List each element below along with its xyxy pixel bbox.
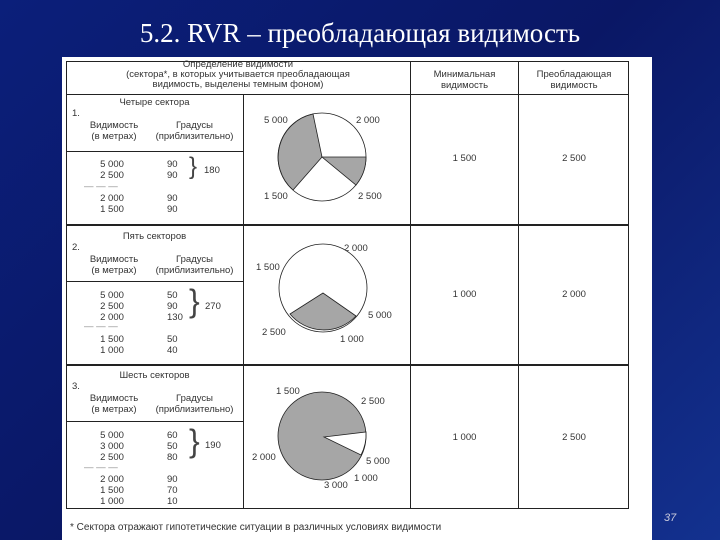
pie-label: 1 000 (340, 334, 364, 345)
footnote: * Сектора отражают гипотетические ситуации в различных условиях видимости (70, 522, 442, 533)
col-degrees-header: Градусы (приблизительно) (155, 120, 234, 142)
deg-value: 90 (167, 159, 178, 170)
deg-value: 10 (167, 496, 178, 507)
col-visibility-header: Видимость (в метрах) (89, 254, 139, 276)
pie-six-sectors (278, 392, 366, 480)
vis-value: 2 500 (100, 170, 124, 181)
pie-label: 1 500 (276, 386, 300, 397)
deg-value: 90 (167, 301, 178, 312)
vis-value: 5 000 (100, 430, 124, 441)
vis-value: 1 500 (100, 485, 124, 496)
pie-label: 2 500 (358, 191, 382, 202)
row-number: 1. (72, 108, 80, 119)
vis-value: 1 500 (100, 204, 124, 215)
row-name: Пять секторов (122, 231, 187, 242)
vis-value: 5 000 (100, 159, 124, 170)
deg-value: 90 (167, 170, 178, 181)
col-degrees-header: Градусы (приблизительно) (155, 254, 234, 276)
vis-value: 2 000 (100, 193, 124, 204)
header-definition: Определение видимости (сектора*, в которых учитывается преобладающая видимость, выделены темным фоном) (126, 59, 350, 90)
pie-label: 1 500 (264, 191, 288, 202)
vis-value: 2 500 (100, 452, 124, 463)
min-visibility-value: 1 500 (452, 153, 477, 164)
row-number: 3. (72, 381, 80, 392)
vis-value: 1 000 (100, 496, 124, 507)
col-degrees-header: Градусы (приблизительно) (155, 393, 234, 415)
prevailing-visibility-value: 2 000 (562, 289, 586, 300)
vis-value: 2 500 (100, 301, 124, 312)
pie-label: 2 000 (252, 452, 276, 463)
row-name: Шесть секторов (119, 370, 190, 381)
pie-label: 2 500 (262, 327, 286, 338)
pie-label: 5 000 (264, 115, 288, 126)
header-prevailing-visibility: Преобладающая видимость (536, 69, 612, 91)
col-visibility-header: Видимость (в метрах) (89, 120, 139, 142)
row-name: Четыре сектора (119, 97, 190, 108)
pie-label: 5 000 (368, 310, 392, 321)
sum-value: 180 (204, 165, 220, 176)
deg-value: 50 (167, 334, 178, 345)
sector-diagrams (62, 57, 652, 540)
header-min-visibility: Минимальная видимость (433, 69, 496, 91)
sum-value: 190 (205, 440, 221, 451)
pie-label: 5 000 (366, 456, 390, 467)
deg-value: 50 (167, 441, 178, 452)
deg-value: 40 (167, 345, 178, 356)
pie-four-sectors (278, 113, 366, 201)
vis-value: 1 500 (100, 334, 124, 345)
col-visibility-header: Видимость (в метрах) (89, 393, 139, 415)
pie-label: 1 500 (256, 262, 280, 273)
deg-value: 90 (167, 204, 178, 215)
pie-label: 1 000 (354, 473, 378, 484)
prevailing-visibility-value: 2 500 (562, 432, 586, 443)
pie-label: 2 000 (344, 243, 368, 254)
deg-value: 60 (167, 430, 178, 441)
pie-label: 3 000 (324, 480, 348, 491)
deg-value: 80 (167, 452, 178, 463)
min-visibility-value: 1 000 (452, 289, 477, 300)
vis-value: 3 000 (100, 441, 124, 452)
deg-value: 50 (167, 290, 178, 301)
min-visibility-value: 1 000 (452, 432, 477, 443)
vis-value: 2 000 (100, 312, 124, 323)
row-number: 2. (72, 242, 80, 253)
pie-label: 2 500 (361, 396, 385, 407)
deg-value: 90 (167, 474, 178, 485)
visibility-table: Определение видимости (сектора*, в которых учитывается преобладающая видимость, выделены темным фоном) Минимальная видимость Преобладающая видимость Четыре сектора 1. Видимость (в метрах) Градусы (приблизительно) 5 000 2 500 90 90 } 180 — — — 2 000 1 500 90 90 5 000 2 000 1 500 2 500 1 500 2 500 Пять секторов 2. Видимость (в метрах) Градусы (приблизительно) 5 000 2 500 2 000 50 90 130 } 270 — — — 1 500 1 000 50 40 2 000 1 500 5 000 2 500 1 000 1 000 2 000 Шесть секторов 3. Видимость (в метрах) Градусы (приблизительно) 5 000 3 000 2 500 60 50 80 } 190 — — — 2 000 1 500 1 000 90 70 10 1 500 2 500 2 000 5 000 1 000 3 000 1 000 2 500 * Сектора отражают гипотетические ситуации в различных условиях видимости (62, 57, 652, 540)
page-number: 37 (664, 512, 677, 524)
deg-value: 130 (167, 312, 183, 323)
vis-value: 5 000 (100, 290, 124, 301)
pie-label: 2 000 (356, 115, 380, 126)
deg-value: 90 (167, 193, 178, 204)
prevailing-visibility-value: 2 500 (562, 153, 586, 164)
pie-five-sectors (279, 244, 367, 332)
slide-title: 5.2. RVR – преобладающая видимость (139, 18, 581, 48)
sum-value: 270 (205, 301, 221, 312)
vis-value: 1 000 (100, 345, 124, 356)
vis-value: 2 000 (100, 474, 124, 485)
deg-value: 70 (167, 485, 178, 496)
